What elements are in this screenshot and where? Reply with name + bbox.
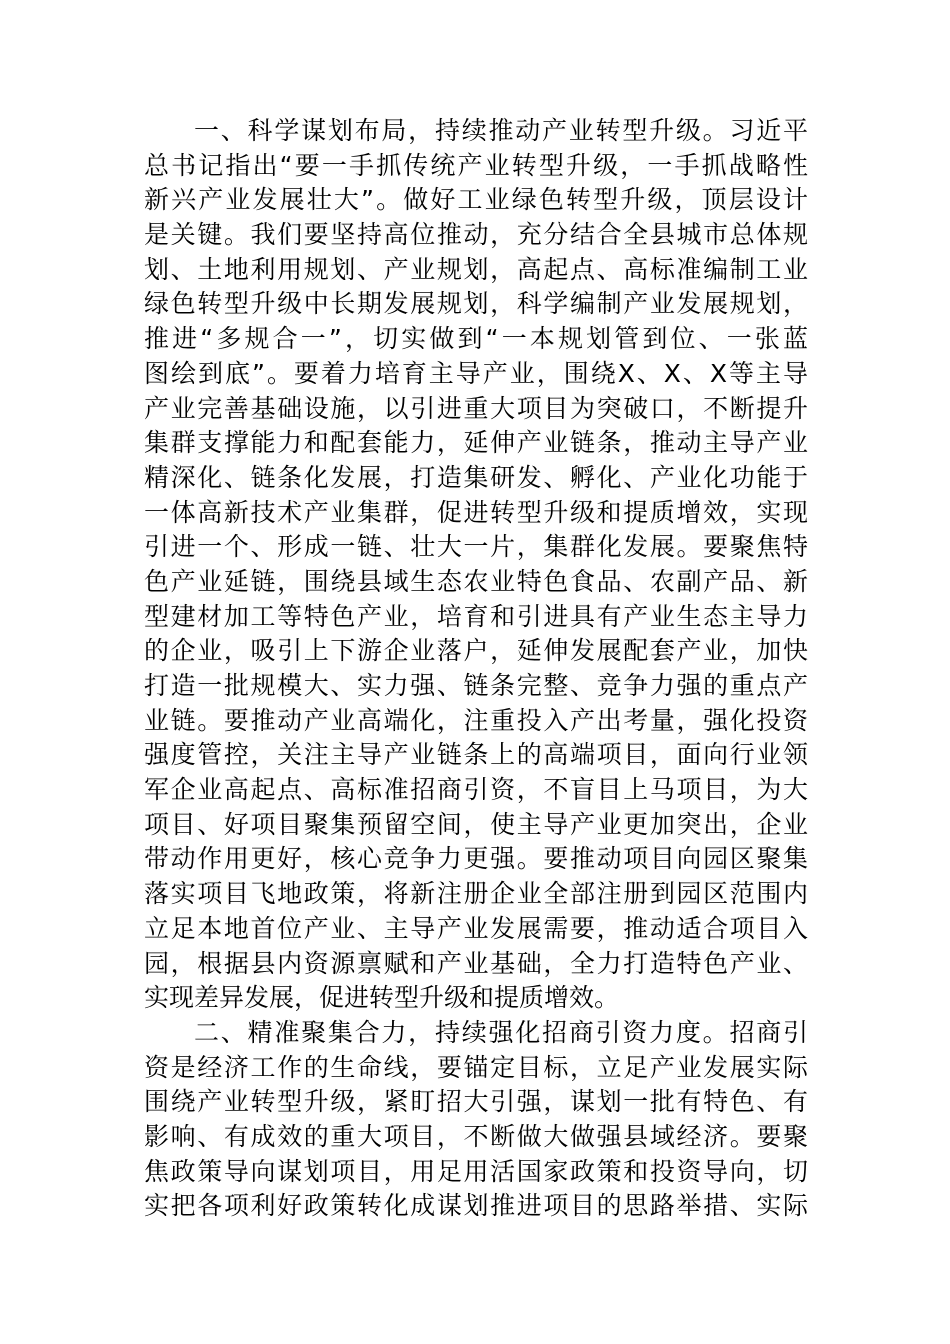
text-line: 影响、有成效的重大项目，不断做大做强县域经济。要聚 (144, 1121, 808, 1151)
text-line: 引进一个、形成一链、壮大一片，集群化发展。要聚焦特 (144, 532, 808, 562)
text-line: 强度管控，关注主导产业链条上的高端项目，面向行业领 (144, 740, 808, 770)
text-line: 产业完善基础设施，以引进重大项目为突破口，不断提升 (144, 393, 808, 423)
text-line: 图绘到底”。要着力培育主导产业，围绕X、X、X等主导 (144, 358, 808, 388)
text-line: 园，根据县内资源禀赋和产业基础，全力打造特色产业、 (144, 948, 808, 978)
text-line: 落实项目飞地政策，将新注册企业全部注册到园区范围内 (144, 879, 808, 909)
text-line: 总书记指出“要一手抓传统产业转型升级，一手抓战略性 (144, 150, 808, 180)
paragraph-1 (144, 114, 808, 1016)
text-line: 绿色转型升级中长期发展规划，科学编制产业发展规划， (144, 289, 808, 319)
text-line: 新兴产业发展壮大”。做好工业绿色转型升级，顶层设计 (144, 185, 808, 215)
text-line: 划、土地利用规划、产业规划，高起点、高标准编制工业 (144, 254, 808, 284)
text-line: 的企业，吸引上下游企业落户，延伸发展配套产业，加快 (144, 636, 808, 666)
text-line: 带动作用更好，核心竞争力更强。要推动项目向园区聚集 (144, 844, 808, 874)
text-line: 一体高新技术产业集群，促进转型升级和提质增效，实现 (144, 497, 808, 527)
text-line: 围绕产业转型升级，紧盯招大引强，谋划一批有特色、有 (144, 1087, 808, 1117)
text-line: 项目、好项目聚集预留空间，使主导产业更加突出，企业 (144, 809, 808, 839)
text-line: 立足本地首位产业、主导产业发展需要，推动适合项目入 (144, 913, 808, 943)
text-line: 推进“多规合一”，切实做到“一本规划管到位、一张蓝 (144, 324, 808, 354)
text-line: 资是经济工作的生命线，要锚定目标，立足产业发展实际 (144, 1052, 808, 1082)
text-line: 焦政策导向谋划项目，用足用活国家政策和投资导向，切 (144, 1156, 808, 1186)
text-line: 业链。要推动产业高端化，注重投入产出考量，强化投资 (144, 705, 808, 735)
text-line: 型建材加工等特色产业，培育和引进具有产业生态主导力 (144, 601, 808, 631)
text-line: 二、精准聚集合力，持续强化招商引资力度。招商引 (194, 1017, 808, 1047)
text-line: 实现差异发展，促进转型升级和提质增效。 (144, 983, 620, 1013)
text-line: 色产业延链，围绕县域生态农业特色食品、农副产品、新 (144, 566, 808, 596)
text-line: 精深化、链条化发展，打造集研发、孵化、产业化功能于 (144, 462, 808, 492)
text-line: 军企业高起点、高标准招商引资，不盲目上马项目，为大 (144, 775, 808, 805)
text-line: 集群支撑能力和配套能力，延伸产业链条，推动主导产业 (144, 428, 808, 458)
text-line: 是关键。我们要坚持高位推动，充分结合全县城市总体规 (144, 220, 808, 250)
text-line: 实把各项利好政策转化成谋划推进项目的思路举措、实际 (144, 1191, 808, 1221)
text-line: 一、科学谋划布局，持续推动产业转型升级。习近平 (194, 116, 808, 145)
text-line: 打造一批规模大、实力强、链条完整、竞争力强的重点产 (144, 671, 808, 700)
document-body (144, 114, 808, 1224)
paragraph-2 (144, 1016, 808, 1224)
